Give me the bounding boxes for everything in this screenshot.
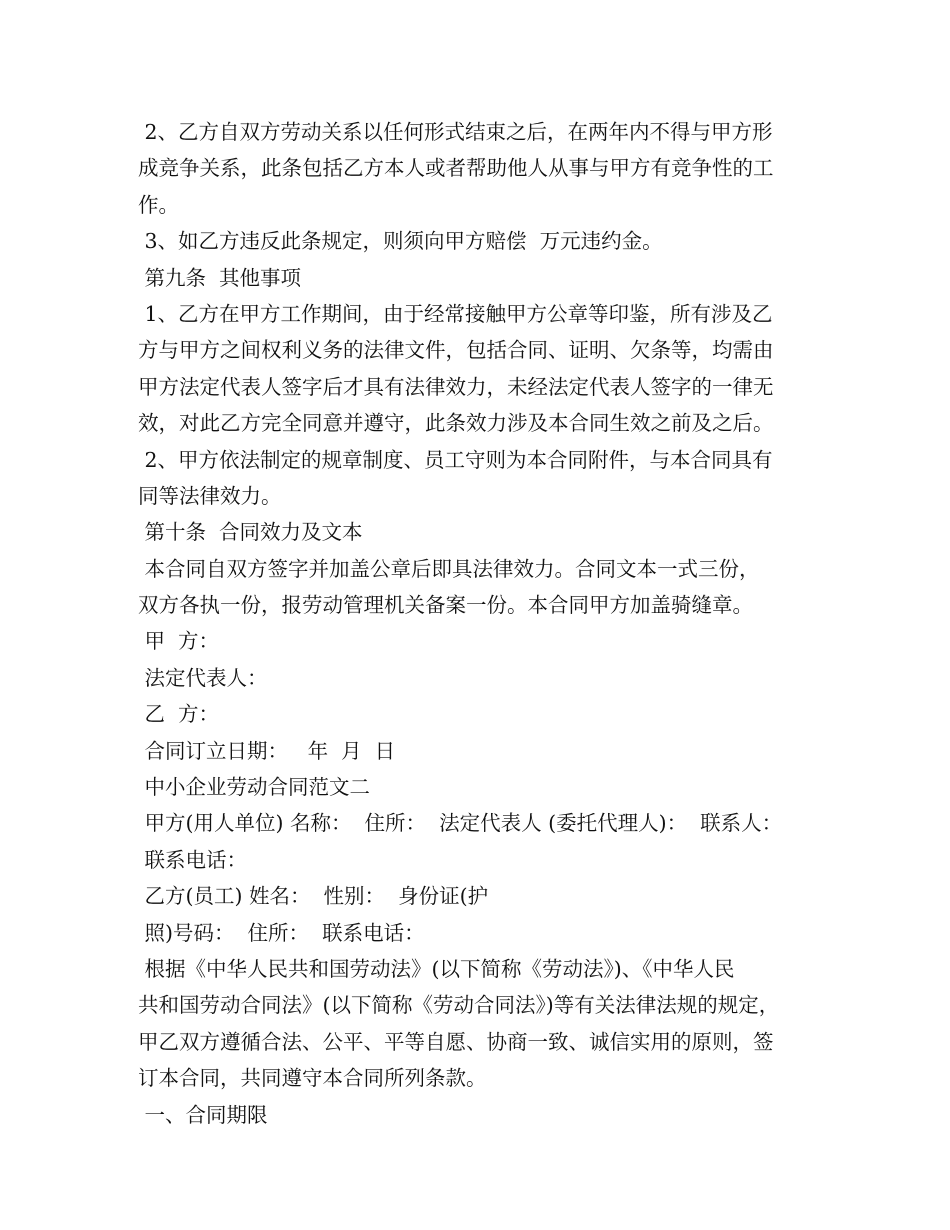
text-line: 2、乙方自双方劳动关系以任何形式结束之后，在两年内不得与甲方形 xyxy=(138,120,773,144)
text-line: 效，对此乙方完全同意并遵守，此条效力涉及本合同生效之前及之后。 xyxy=(138,411,774,436)
section-heading: 一、合同期限 xyxy=(138,1102,268,1127)
text-line: 根据《中华人民共和国劳动法》(以下简称《劳动法》)、《中华人民 xyxy=(138,956,735,981)
text-line: 方与甲方之间权利义务的法律文件，包括合同、证明、欠条等，均需由 xyxy=(138,338,774,363)
signature-field-party-a: 甲 方： xyxy=(138,629,220,654)
party-a-info: 甲方(用人单位) 名称： 住所： 法定代表人 (委托代理人)： 联系人： xyxy=(138,811,783,836)
document-body xyxy=(138,114,838,1133)
party-a-phone: 联系电话： xyxy=(138,847,248,872)
text-line: 甲乙双方遵循合法、公平、平等自愿、协商一致、诚信实用的原则，签 xyxy=(138,1029,774,1054)
text-line: 3、如乙方违反此条规定，则须向甲方赔偿 万元违约金。 xyxy=(138,229,663,254)
text-line: 2、甲方依法制定的规章制度、员工守则为本合同附件，与本合同具有 xyxy=(138,447,773,472)
text-line: 共和国劳动合同法》(以下简称《劳动合同法》)等有关法律法规的规定， xyxy=(138,993,780,1018)
section-heading: 第十条 合同效力及文本 xyxy=(138,520,363,545)
party-b-id-info: 照)号码： 住所： 联系电话： xyxy=(138,920,425,945)
text-line: 双方各执一份，报劳动管理机关备案一份。本合同甲方加盖骑缝章。 xyxy=(138,593,753,618)
text-line: 1、乙方在甲方工作期间，由于经常接触甲方公章等印鉴，所有涉及乙 xyxy=(138,301,773,326)
party-b-info: 乙方(员工) 姓名： 性别： 身份证(护 xyxy=(138,884,489,909)
signature-field-party-b: 乙 方： xyxy=(138,702,220,727)
contract-date-field: 合同订立日期： 年 月 日 xyxy=(138,738,396,763)
text-line: 本合同自双方签字并加盖公章后即具法律效力。合同文本一式三份， xyxy=(138,556,760,581)
text-line: 作。 xyxy=(138,192,179,217)
text-line: 成竞争关系，此条包括乙方本人或者帮助他人从事与甲方有竞争性的工 xyxy=(138,156,774,181)
signature-field-legal-rep: 法定代表人： xyxy=(138,665,268,690)
document-title: 中小企业劳动合同范文二 xyxy=(138,775,371,800)
text-line: 订本合同，共同遵守本合同所列条款。 xyxy=(138,1066,487,1091)
text-line: 甲方法定代表人签字后才具有法律效力，未经法定代表人签字的一律无 xyxy=(138,374,774,399)
section-heading: 第九条 其他事项 xyxy=(138,265,302,290)
text-line: 同等法律效力。 xyxy=(138,483,282,508)
